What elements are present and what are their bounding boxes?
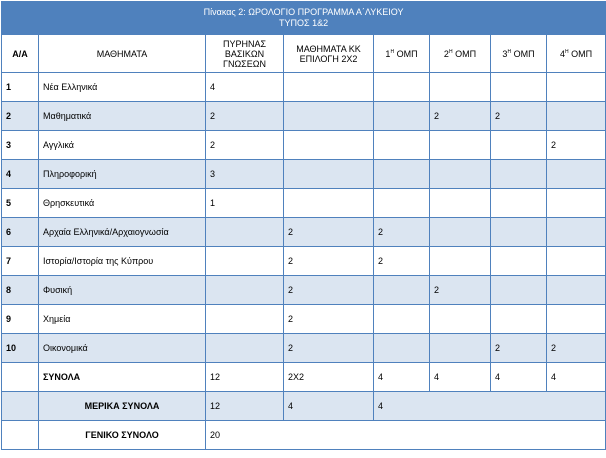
header-omp4-sup: Η (564, 48, 569, 55)
row-omp4 (547, 73, 606, 102)
row-number: 2 (2, 102, 39, 131)
partial-kk: 4 (284, 392, 374, 421)
row-subject: Χημεία (39, 305, 206, 334)
table-row (2, 305, 606, 334)
row-number: 3 (2, 131, 39, 160)
row-omp1 (374, 131, 430, 160)
header-omp2 (430, 35, 491, 73)
row-omp2 (430, 247, 491, 276)
row-kk (284, 131, 374, 160)
row-omp3 (491, 305, 547, 334)
row-omp4 (547, 218, 606, 247)
row-core: 1 (206, 189, 284, 218)
header-subjects: ΜΑΘΗΜΑΤΑ (39, 35, 206, 73)
table-row (2, 160, 606, 189)
header-omp1-num: 1 (385, 48, 391, 59)
row-omp4: 2 (547, 334, 606, 363)
row-omp4 (547, 189, 606, 218)
row-core (206, 218, 284, 247)
row-subject: Αρχαία Ελληνικά/Αρχαιογνωσία (39, 218, 206, 247)
row-omp3 (491, 218, 547, 247)
header-omp3-num: 3 (502, 48, 508, 59)
partial-empty (2, 392, 39, 421)
row-core: 2 (206, 102, 284, 131)
row-core (206, 247, 284, 276)
partial-totals-row (2, 392, 606, 421)
table-row (2, 334, 606, 363)
header-omp3-sup: Η (507, 48, 512, 55)
partial-omp: 4 (374, 392, 606, 421)
row-kk (284, 160, 374, 189)
table-row (2, 102, 606, 131)
table-row (2, 131, 606, 160)
row-omp2: 2 (430, 102, 491, 131)
row-omp4 (547, 160, 606, 189)
header-kk: ΜΑΘΗΜΑΤΑ ΚΚ ΕΠΙΛΟΓΗ 2Χ2 (284, 35, 374, 73)
row-kk: 2 (284, 305, 374, 334)
grand-label: ΓΕΝΙΚΟ ΣΥΝΟΛΟ (39, 421, 206, 450)
row-omp1: 2 (374, 247, 430, 276)
row-core (206, 305, 284, 334)
header-omp2-sup: Η (448, 48, 453, 55)
row-core: 3 (206, 160, 284, 189)
row-omp3: 2 (491, 334, 547, 363)
grand-total-row (2, 421, 606, 450)
row-number: 10 (2, 334, 39, 363)
grand-value: 20 (206, 421, 606, 450)
row-omp4 (547, 247, 606, 276)
row-omp3 (491, 189, 547, 218)
table-title (2, 2, 606, 35)
totals-omp1: 4 (374, 363, 430, 392)
header-aa: Α/Α (2, 35, 39, 73)
header-omp1 (374, 35, 430, 73)
totals-empty (2, 363, 39, 392)
table-title-line2: ΤΥΠΟΣ 1&2 (279, 18, 329, 28)
row-omp4 (547, 276, 606, 305)
header-core: ΠΥΡΗΝΑΣ ΒΑΣΙΚΩΝ ΓΝΩΣΕΩΝ (206, 35, 284, 73)
row-kk: 2 (284, 247, 374, 276)
row-omp1 (374, 334, 430, 363)
row-omp1 (374, 160, 430, 189)
totals-omp3: 4 (491, 363, 547, 392)
header-row (2, 35, 606, 73)
partial-label: ΜΕΡΙΚΑ ΣΥΝΟΛΑ (39, 392, 206, 421)
row-subject: Οικονομικά (39, 334, 206, 363)
row-omp3 (491, 73, 547, 102)
totals-label: ΣΥΝΟΛΑ (39, 363, 206, 392)
row-number: 4 (2, 160, 39, 189)
row-subject: Αγγλικά (39, 131, 206, 160)
partial-core: 12 (206, 392, 284, 421)
header-omp1-label: ΟΜΠ (396, 48, 418, 59)
row-omp3 (491, 131, 547, 160)
header-omp4-num: 4 (559, 48, 565, 59)
row-kk: 2 (284, 218, 374, 247)
row-omp2 (430, 73, 491, 102)
row-subject: Μαθηματικά (39, 102, 206, 131)
row-subject: Φυσική (39, 276, 206, 305)
table-row (2, 247, 606, 276)
row-omp2 (430, 305, 491, 334)
row-kk: 2 (284, 334, 374, 363)
header-omp2-num: 2 (443, 48, 449, 59)
row-number: 9 (2, 305, 39, 334)
table-title-line1: Πίνακας 2: ΩΡΟΛΟΓΙΟ ΠΡΟΓΡΑΜΜΑ Α΄ΛΥΚΕΙΟΥ (203, 7, 404, 17)
row-core (206, 334, 284, 363)
row-omp4: 2 (547, 131, 606, 160)
totals-omp2: 4 (430, 363, 491, 392)
grand-empty (2, 421, 39, 450)
row-number: 7 (2, 247, 39, 276)
row-subject: Θρησκευτικά (39, 189, 206, 218)
row-omp1 (374, 276, 430, 305)
row-omp1 (374, 189, 430, 218)
table-row (2, 73, 606, 102)
header-omp4-label: ΟΜΠ (571, 48, 593, 59)
row-kk (284, 73, 374, 102)
row-omp2 (430, 160, 491, 189)
header-omp4 (547, 35, 606, 73)
totals-omp4: 4 (547, 363, 606, 392)
row-core: 4 (206, 73, 284, 102)
row-omp2 (430, 334, 491, 363)
row-omp2: 2 (430, 276, 491, 305)
totals-core: 12 (206, 363, 284, 392)
row-omp4 (547, 102, 606, 131)
row-omp3: 2 (491, 102, 547, 131)
row-core (206, 276, 284, 305)
row-subject: Ιστορία/Ιστορία της Κύπρου (39, 247, 206, 276)
table-row (2, 218, 606, 247)
header-omp3 (491, 35, 547, 73)
row-omp1 (374, 102, 430, 131)
timetable (1, 1, 606, 450)
row-omp1 (374, 305, 430, 334)
row-omp2 (430, 189, 491, 218)
header-omp1-sup: Η (390, 48, 395, 55)
totals-kk: 2Χ2 (284, 363, 374, 392)
row-number: 8 (2, 276, 39, 305)
row-omp1 (374, 73, 430, 102)
row-number: 1 (2, 73, 39, 102)
row-number: 6 (2, 218, 39, 247)
row-omp3 (491, 276, 547, 305)
row-kk (284, 102, 374, 131)
table-title-row (2, 2, 606, 35)
row-omp3 (491, 247, 547, 276)
row-kk: 2 (284, 276, 374, 305)
row-subject: Πληροφορική (39, 160, 206, 189)
row-omp3 (491, 160, 547, 189)
row-omp2 (430, 218, 491, 247)
row-core: 2 (206, 131, 284, 160)
row-subject: Νέα Ελληνικά (39, 73, 206, 102)
row-number: 5 (2, 189, 39, 218)
row-omp1: 2 (374, 218, 430, 247)
row-omp4 (547, 305, 606, 334)
row-omp2 (430, 131, 491, 160)
header-omp3-label: ΟΜΠ (513, 48, 535, 59)
totals-row (2, 363, 606, 392)
header-omp2-label: ΟΜΠ (455, 48, 477, 59)
row-kk (284, 189, 374, 218)
table-row (2, 189, 606, 218)
table-row (2, 276, 606, 305)
